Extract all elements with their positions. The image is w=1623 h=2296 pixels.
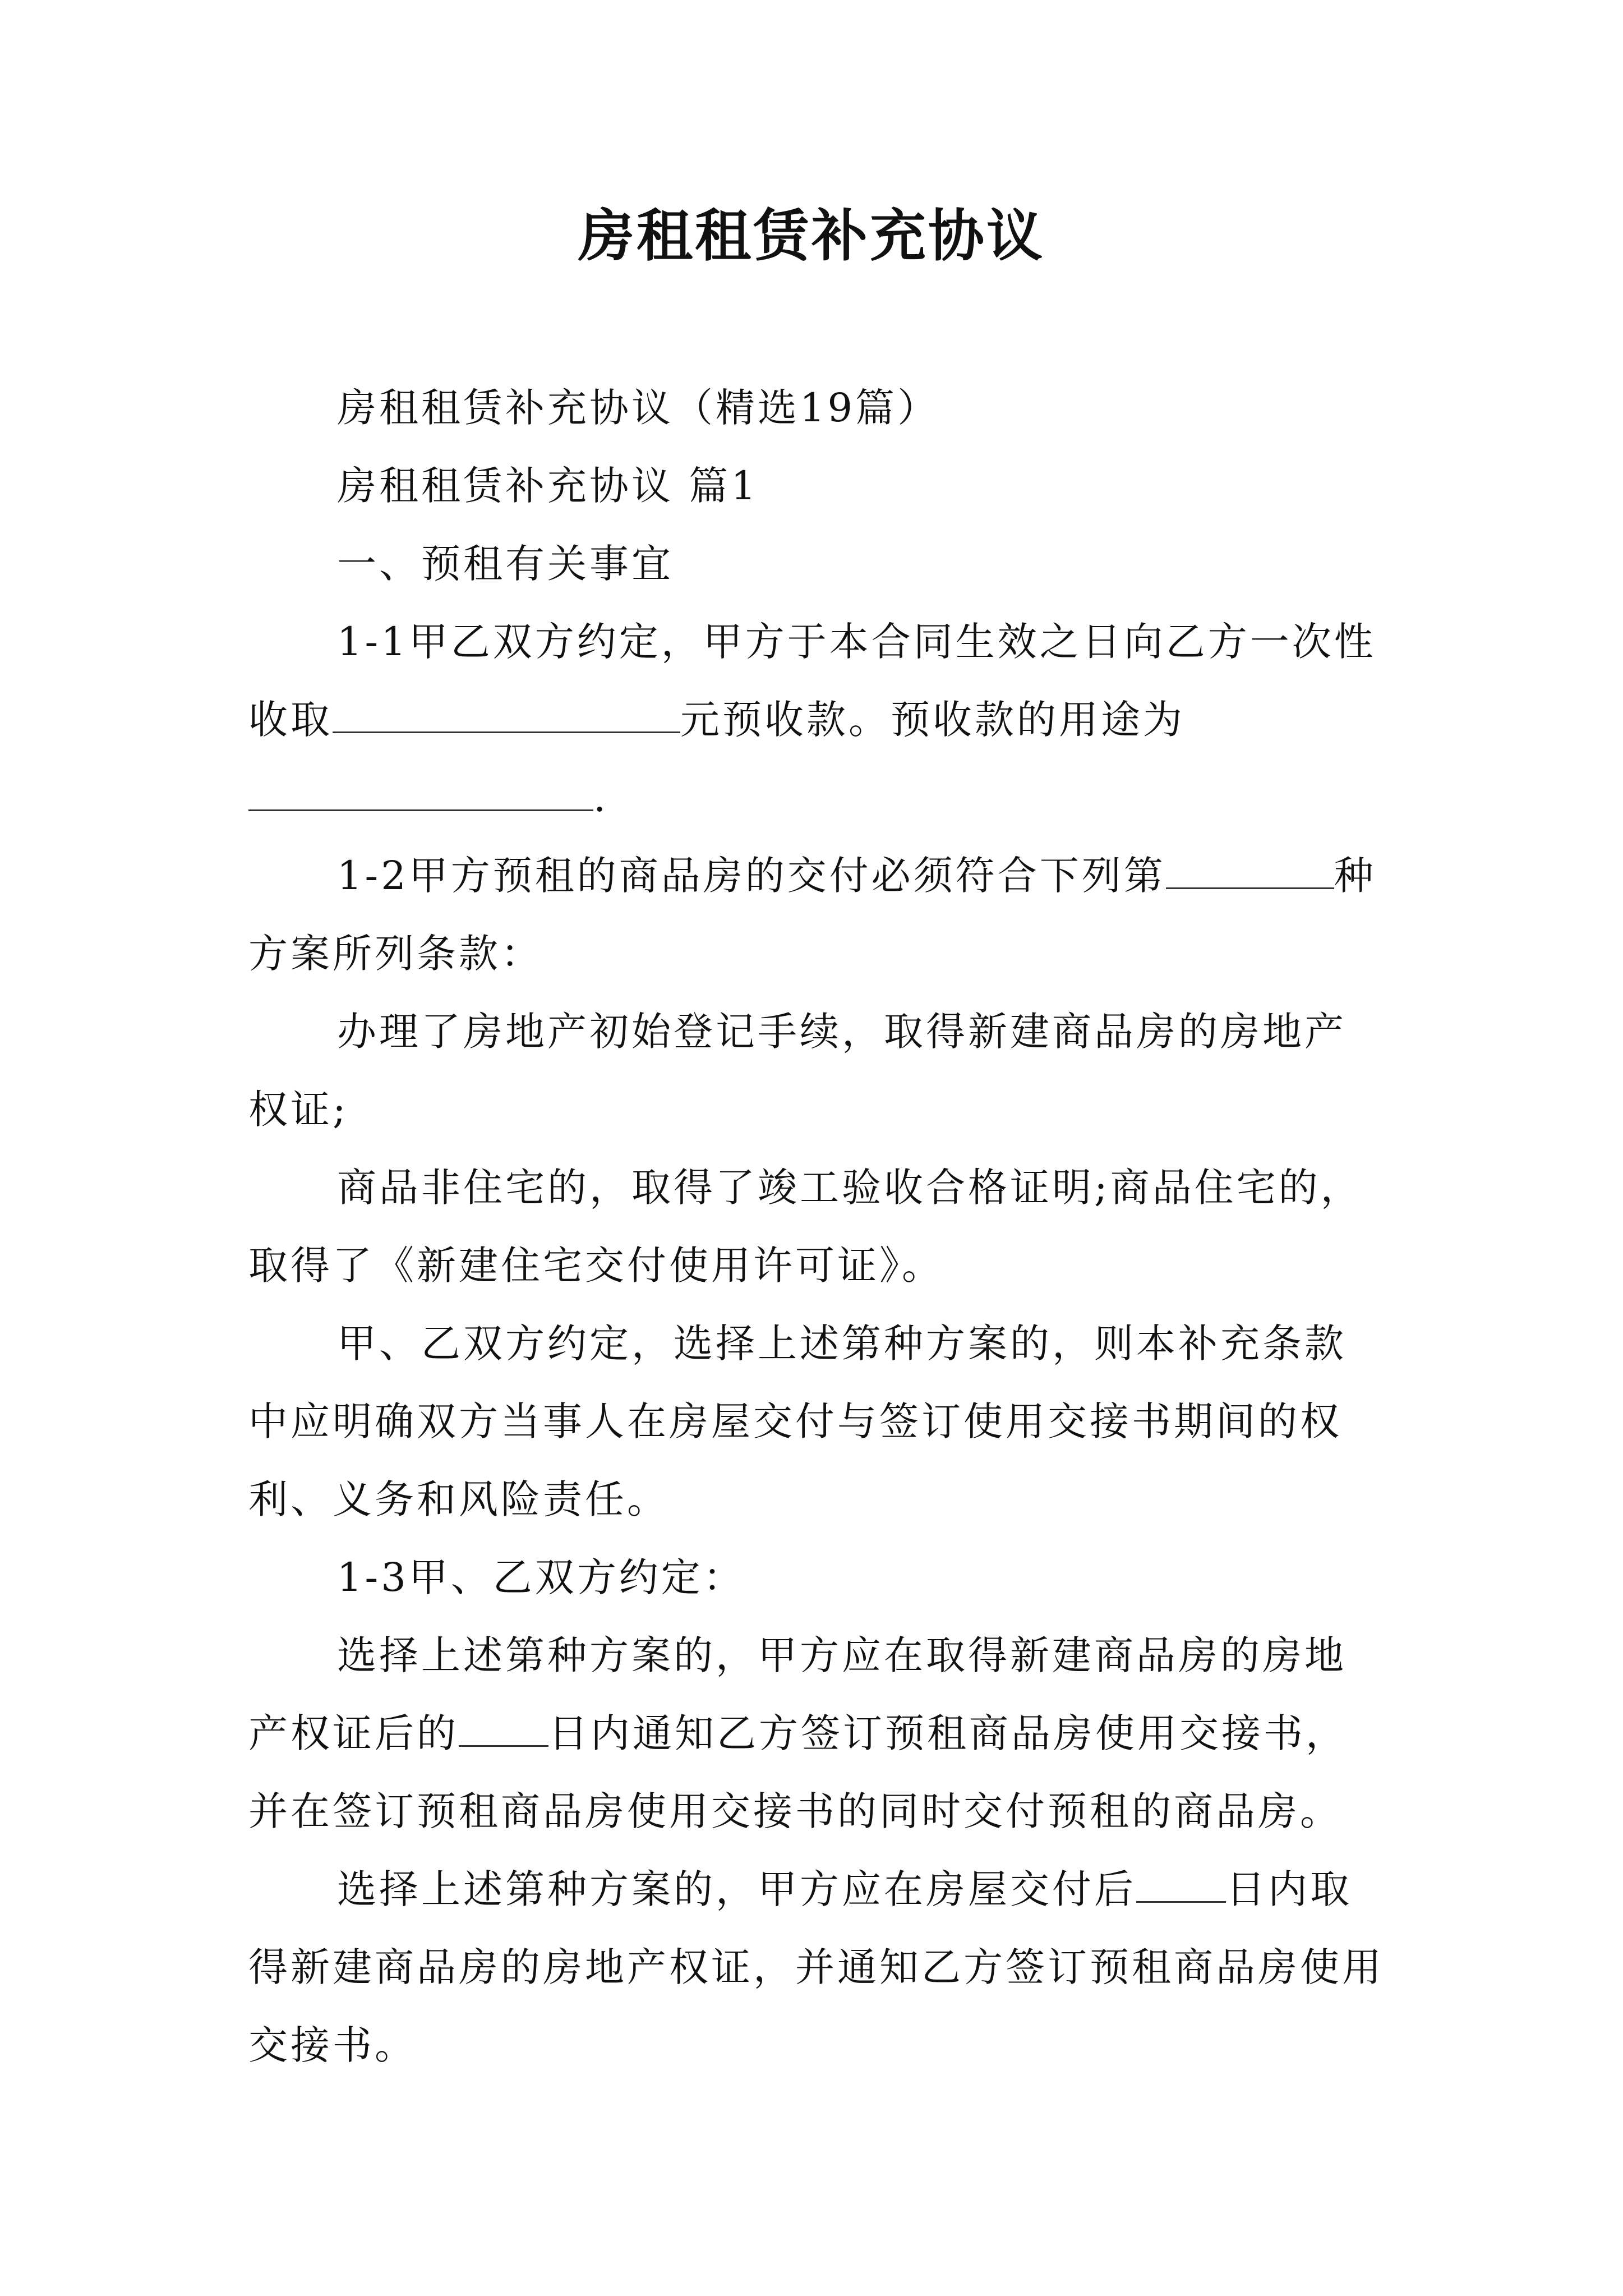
option-b-text-a: 选择上述第种方案的，甲方应在房屋交付后 <box>337 1866 1136 1912</box>
fill-blank-days-b <box>1136 1870 1226 1903</box>
option-b <box>248 1851 1387 2085</box>
clause-1-2-text-a: 1-2甲方预租的商品房的交付必须符合下列第 <box>337 853 1166 899</box>
document-title: 房租租赁补充协议 <box>578 203 1045 269</box>
option-a-text-b: 日内通知乙方签订预租商品房使用交接书，并在签订预租商品房使用交接书的同时交付预租的商品房。 <box>248 1710 1348 1834</box>
fill-blank-option-number <box>1166 856 1334 889</box>
item-2: 商品非住宅的，取得了竣工验收合格证明;商品住宅的，取得了《新建住宅交付使用许可证》。 <box>248 1165 1363 1289</box>
clause-1-2-text-b: 种方案所列条款： <box>248 853 1376 977</box>
option-a <box>248 1617 1387 1851</box>
clause-1-2 <box>248 837 1387 993</box>
clause-1-1-text-a: 1-1甲乙双方约定，甲方于本合同生效之日向乙方一次性收取 <box>248 619 1376 743</box>
clause-1-1 <box>248 603 1387 837</box>
fill-blank-prepayment-purpose <box>248 778 593 811</box>
clause-1-1-text-c: . <box>593 775 609 821</box>
part-one-heading: 一、预租有关事宜 <box>337 541 674 587</box>
clause-1-3: 1-3甲、乙双方约定： <box>337 1554 745 1600</box>
item-1: 办理了房地产初始登记手续，取得新建商品房的房地产权证; <box>248 1009 1347 1133</box>
document-body <box>248 369 1387 2085</box>
fill-blank-prepayment-amount <box>333 700 680 733</box>
option-b-text-b: 日内取得新建商品房的房地产权证，并通知乙方签订预租商品房使用交接书。 <box>248 1866 1384 2068</box>
subtitle: 房租租赁补充协议（精选19篇） <box>337 385 940 431</box>
section-heading: 房租租赁补充协议 篇1 <box>337 463 759 509</box>
agreement-note: 甲、乙双方约定，选择上述第种方案的，则本补充条款中应明确双方当事人在房屋交付与签订使用交接书期间的权利、义务和风险责任。 <box>248 1320 1347 1522</box>
fill-blank-days-a <box>459 1714 548 1747</box>
clause-1-1-text-b: 元预收款。预收款的用途为 <box>680 697 1185 743</box>
option-a-text-a: 选择上述第种方案的，甲方应在取得新建商品房的房地产权证后的 <box>248 1632 1347 1756</box>
